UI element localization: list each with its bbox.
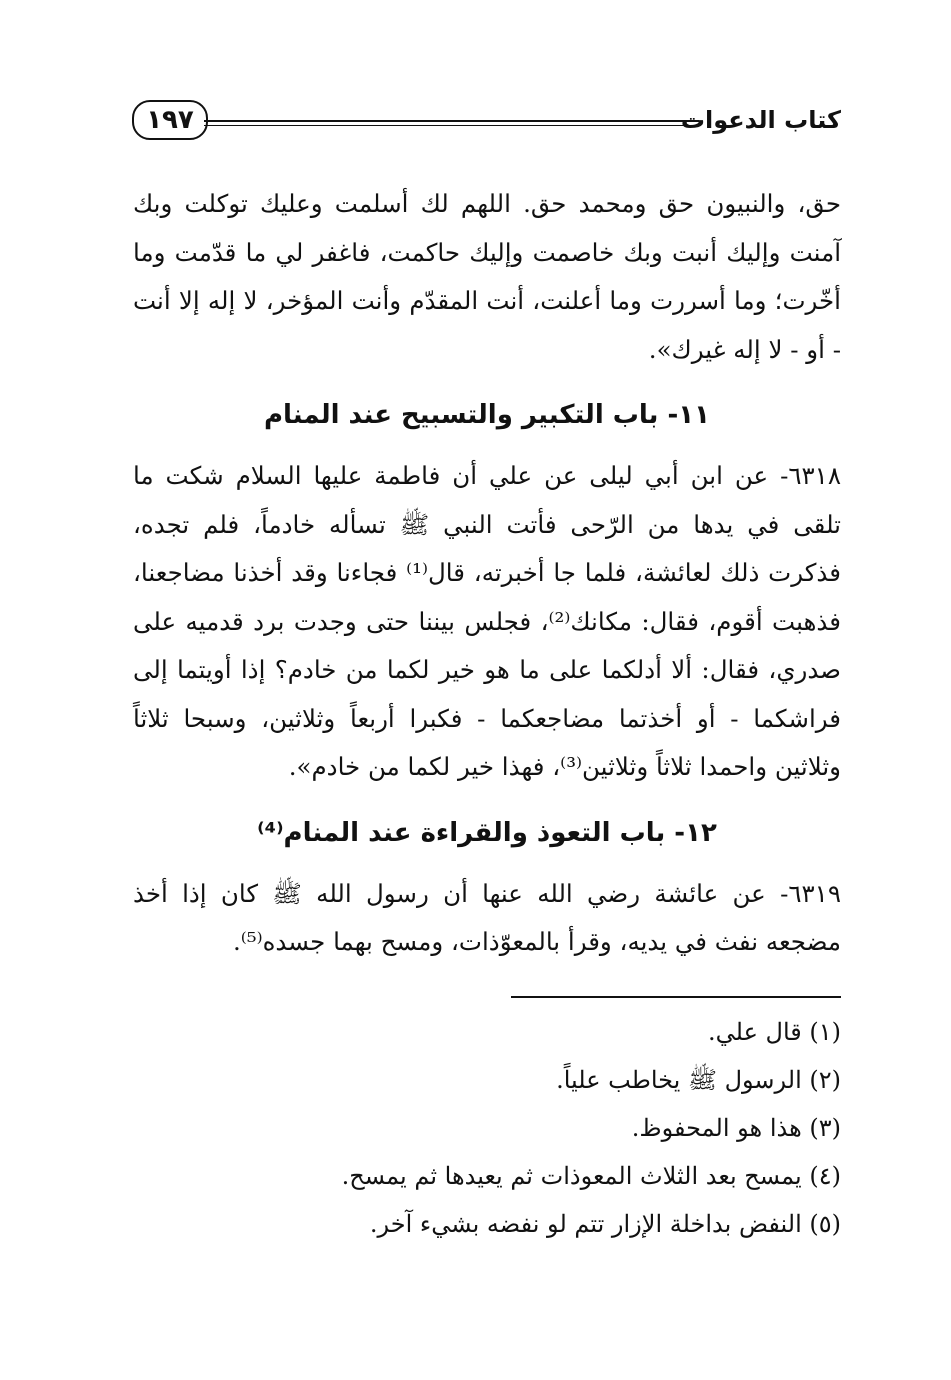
chapter-heading-12: ١٢- باب التعوذ والقراءة عند المنام⁽⁴⁾ (257, 817, 717, 848)
paragraph-continuation: حق، والنبيون حق ومحمد حق. اللهم لك أسلمت وعليك توكلت وبك آمنت وإليك أنبت وبك خاصمت وإليك حاكمت، فاغفر لي ما قدّمت وما أخّرت؛ وما أسررت وما أعلنت، أنت المقدّم وأنت المؤخر، لا إله إلا أنت - أو - لا إله غيرك». (133, 189, 841, 364)
main-text (133, 180, 841, 967)
page-header (132, 92, 841, 152)
chapter-heading-11: ١١- باب التكبير والتسبيح عند المنام (263, 400, 711, 430)
hadith-6319: ٦٣١٩- عن عائشة رضي الله عنها أن رسول الله ﷺ كان إذا أخذ مضجعه نفث في يديه، وقرأ بالمعوّذات، ومسح بهما جسده⁽⁵⁾. (133, 878, 841, 956)
book-title: كتاب الدعوات (680, 106, 841, 134)
footnote-3: (٣) هذا هو المحفوظ. (631, 1114, 841, 1142)
footnote-5: (٥) النفض بداخلة الإزار تتم لو نفضه بشيء آخر. (369, 1210, 841, 1238)
footnote-2: (٢) الرسول ﷺ يخاطب علياً. (556, 1066, 841, 1094)
page-number: ١٩٧ (132, 100, 208, 140)
footnote-4: (٤) يمسح بعد الثلاث المعوذات ثم يعيدها ثم يمسح. (341, 1162, 841, 1190)
footnote-1: (١) قال علي. (707, 1018, 841, 1046)
header-rule (204, 120, 699, 126)
footnotes (133, 1008, 841, 1248)
hadith-6318: ٦٣١٨- عن ابن أبي ليلى عن علي أن فاطمة عليها السلام شكت ما تلقى في يدها من الرّحى فأتت النبي ﷺ تسأله خادماً، فلم تجده، فذكرت ذلك لعائشة، فلما جا أخبرته، قال⁽¹⁾ فجاءنا وقد أخذنا مضاجعنا، فذهبت أقوم، فقال: مكانك⁽²⁾، فجلس بيننا حتى وجدت برد قدميه على صدري، فقال: ألا أدلكما على ما هو خير لكما من خادم؟ إذا أويتما إلى فراشكما - أو أخذتما مضاجعكما - فكبرا أربعاً وثلاثين، وسبحا ثلاثاً وثلاثين واحمدا ثلاثاً وثلاثين⁽³⁾، فهذا خير لكما من خادم». (133, 461, 841, 781)
footnote-separator (511, 996, 841, 998)
